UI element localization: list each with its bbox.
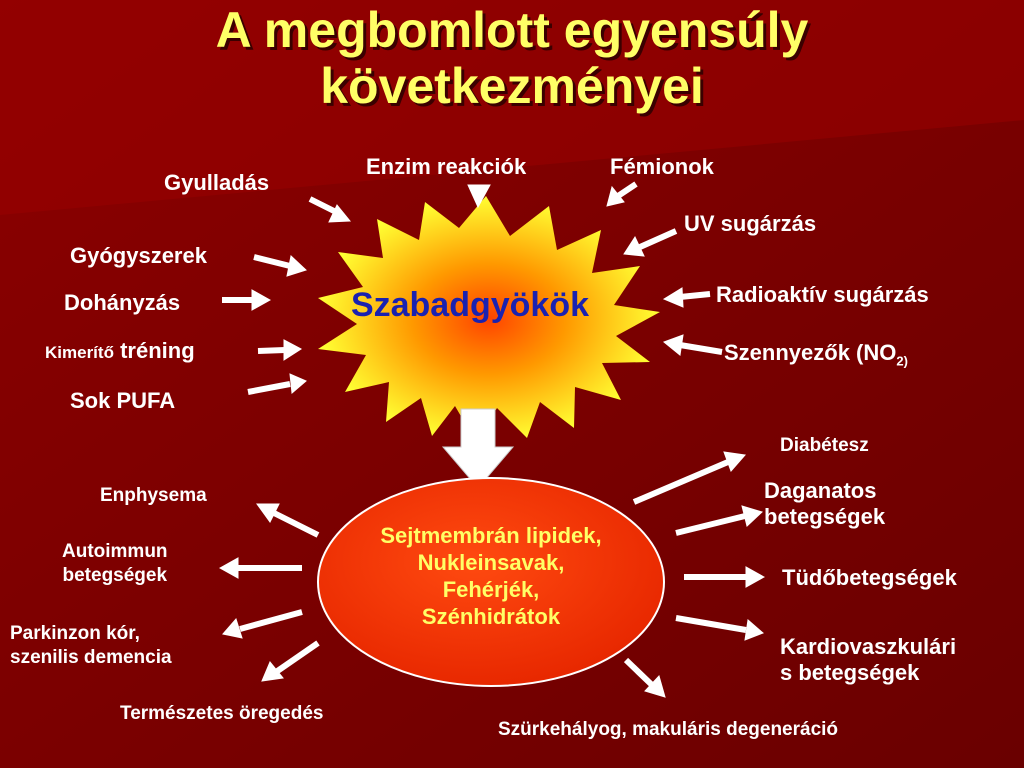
arrowhead-parkinzon	[223, 619, 242, 638]
arrow-kardio	[676, 618, 746, 630]
target-line-4: Szénhidrátok	[421, 604, 561, 629]
arrow-gyogyszerek	[254, 257, 290, 266]
effect-kardio-2: s betegségek	[780, 660, 920, 685]
arrowhead-trening	[284, 340, 301, 360]
title-line-1: A megbomlott egyensúly	[215, 2, 809, 58]
arrow-femionok	[618, 184, 636, 196]
cause-szennyezok-main: Szennyezők (NO	[724, 340, 897, 365]
arrow-szurke	[626, 660, 652, 685]
effect-kardio-1: Kardiovaszkulári	[780, 634, 957, 659]
effect-oregedes: Természetes öregedés	[120, 703, 324, 724]
cause-trening: tréning	[120, 338, 195, 363]
effect-daganatos	[764, 478, 885, 530]
cause-femionok: Fémionok	[610, 154, 714, 179]
effect-daganatos-1: Daganatos	[764, 478, 877, 503]
arrow-gyulladas	[310, 199, 336, 212]
arrow-parkinzon	[240, 612, 302, 629]
arrowhead-dohanyzas	[252, 290, 270, 310]
effect-tudo: Tüdőbetegségek	[782, 565, 957, 590]
title-line-2: következményei	[320, 58, 704, 114]
arrow-radioaktiv	[680, 294, 710, 297]
cause-uv: UV sugárzás	[684, 211, 817, 236]
cause-enzim: Enzim reakciók	[366, 154, 527, 179]
arrowhead-daganatos	[742, 506, 762, 526]
effect-parkinzon-1: Parkinzon kór,	[10, 623, 140, 644]
cause-radioaktiv: Radioaktív sugárzás	[716, 282, 929, 307]
arrowhead-autoimmun	[220, 558, 238, 578]
arrow-pufa	[248, 384, 290, 392]
arrow-diabetesz	[634, 462, 728, 502]
down-arrow	[443, 409, 513, 488]
effect-autoimmun-2: betegségek	[62, 565, 168, 586]
cause-gyogyszerek: Gyógyszerek	[70, 243, 207, 268]
effect-enphysema: Enphysema	[100, 485, 207, 506]
cause-kimerito-trening	[45, 338, 195, 366]
effect-daganatos-2: betegségek	[764, 504, 886, 529]
target-line-3: Fehérjék,	[442, 577, 540, 602]
arrow-daganatos	[676, 516, 745, 533]
arrowhead-pufa	[290, 374, 306, 393]
effect-parkinzon-2: szenilis demencia	[10, 647, 172, 668]
arrow-enphysema	[272, 512, 318, 535]
target-line-2: Nukleinsavak,	[417, 550, 565, 575]
arrow-szennyezok	[680, 345, 722, 352]
arrow-oregedes	[276, 643, 318, 672]
cause-kimerito: Kimerítő	[45, 343, 114, 362]
cause-dohanyzas: Dohányzás	[64, 290, 181, 315]
effect-autoimmun	[62, 540, 168, 588]
effect-kardio	[780, 634, 956, 686]
arrow-uv	[640, 231, 676, 247]
arrowhead-radioaktiv	[664, 288, 683, 307]
cause-gyulladas: Gyulladás	[164, 170, 270, 195]
effect-autoimmun-1: Autoimmun	[62, 541, 168, 562]
center-label: Szabadgyökök	[350, 286, 590, 324]
arrowhead-gyogyszerek	[287, 256, 306, 276]
targets-text	[318, 522, 664, 630]
effect-diabetesz: Diabétesz	[780, 435, 869, 456]
cause-pufa: Sok PUFA	[70, 388, 176, 413]
arrow-trening	[258, 350, 285, 351]
target-line-1: Sejtmembrán lipidek,	[380, 523, 602, 548]
cause-szennyezok	[724, 340, 908, 374]
effect-szurke: Szürkehályog, makuláris degeneráció	[498, 719, 839, 740]
arrowhead-tudo	[746, 567, 764, 587]
effect-parkinzon	[10, 622, 172, 670]
arrowhead-szennyezok	[664, 335, 683, 355]
arrowhead-diabetesz	[724, 452, 745, 471]
arrowhead-kardio	[745, 620, 763, 640]
cause-szennyezok-sub: 2)	[896, 353, 908, 369]
